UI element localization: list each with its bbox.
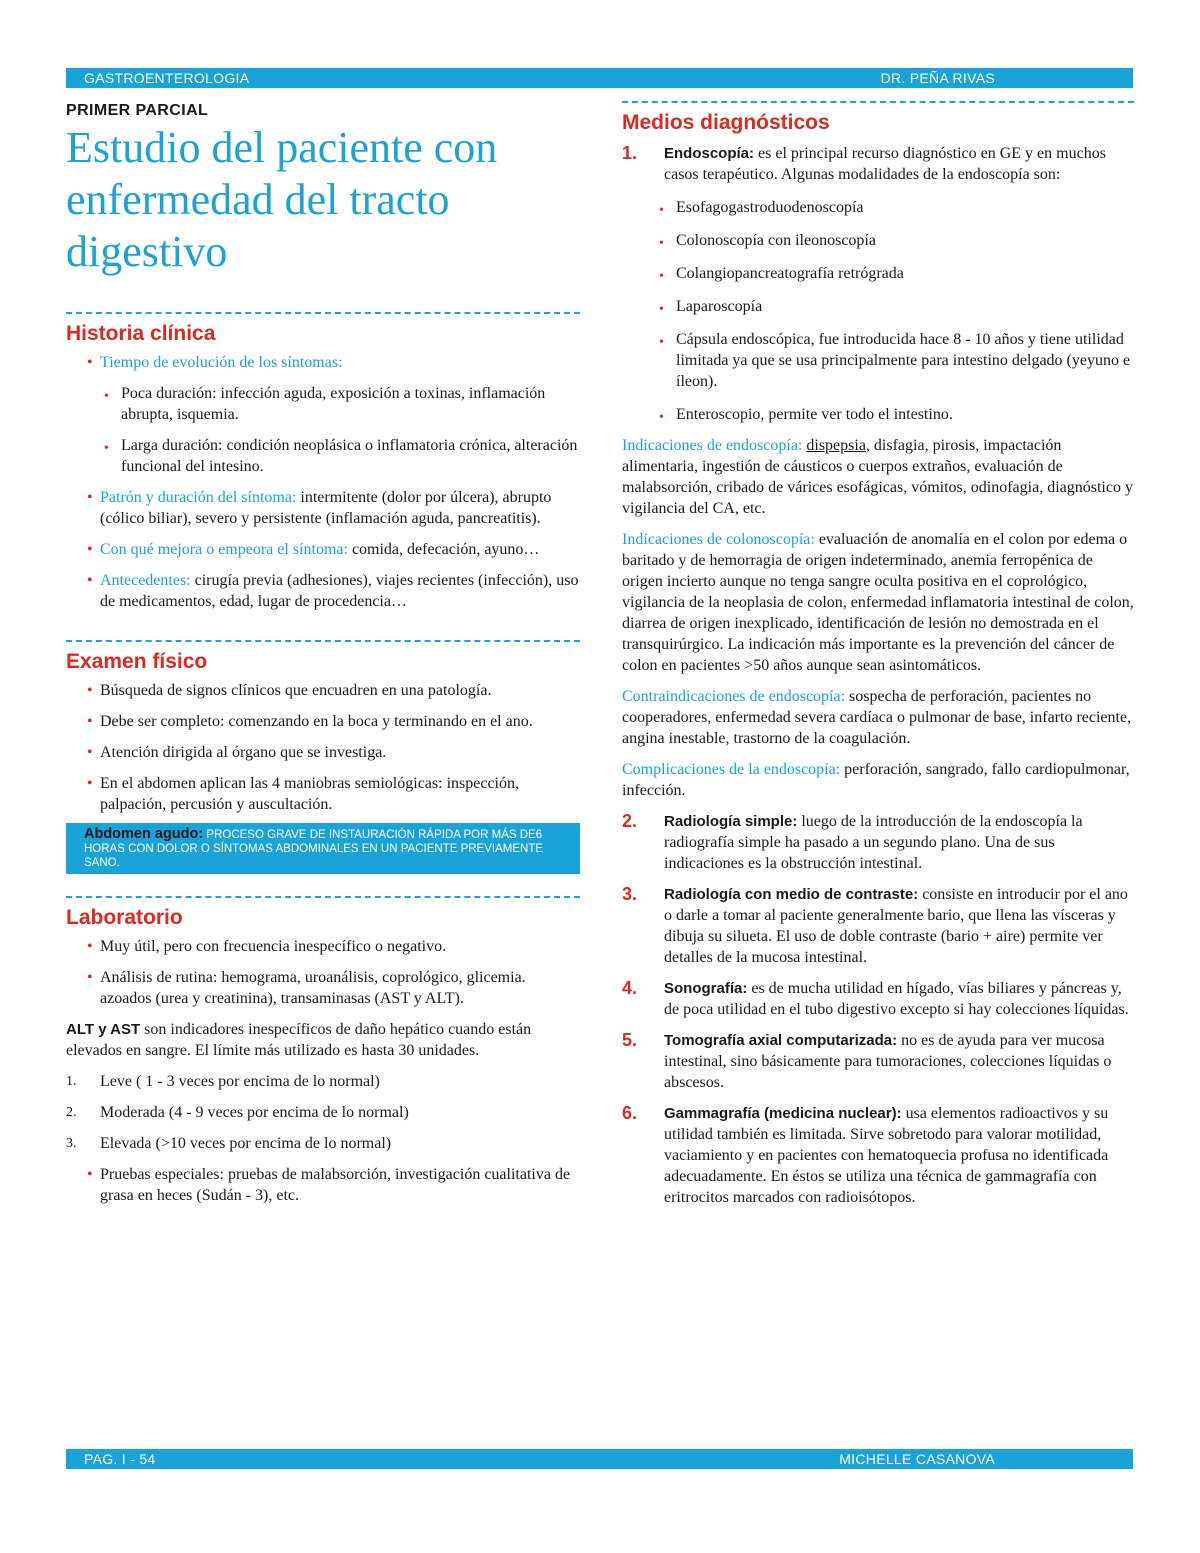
endoscopia-item [622, 143, 1134, 185]
list-item: • Colangiopancreatografía retrógrada [622, 263, 1134, 284]
left-column [66, 96, 580, 1206]
item-text: comida, defecación, ayuno… [347, 541, 540, 558]
list-item [66, 1102, 580, 1123]
list-item [66, 1071, 580, 1092]
indicaciones-endoscopia [622, 435, 1134, 519]
list-item: • Muy útil, pero con frecuencia inespecífico o negativo. [66, 936, 580, 957]
list-item: • Poca duración: infección aguda, exposición a toxinas, inflamación abrupta, isquemia. [66, 383, 580, 425]
item-text: Leve ( 1 - 3 veces por encima de lo normal) [100, 1073, 380, 1090]
para-text: evaluación de anomalía en el colon por edema o baritado y de hemorragia de origen indeterminado, anemia ferropénica de origen incierto aunque no tenga sangre oculta positiva en el coprológico, vigilancia de la neoplasia de colon, enfermedad inflamatoria intestinal de colon, diarrea de origen inexplicado, identificación de lesión no demostrada en el transquirúrgico. La indicación más importante es la prevención del cáncer de colon en pacientes >50 años aunque sean asintomáticos. [622, 531, 1134, 674]
historia-sublist [66, 383, 580, 477]
item-text: Elevada (>10 veces por encima de lo normal) [100, 1135, 392, 1152]
kicker: PRIMER PARCIAL [66, 102, 209, 119]
historia-list [66, 352, 580, 373]
contraindicaciones-endoscopia [622, 686, 1134, 749]
right-column [622, 96, 1134, 1208]
item-label: Tomografía axial computarizada: [664, 1032, 898, 1049]
para-label: Indicaciones de endoscopía: [622, 437, 803, 454]
item-label: Endoscopía: [664, 145, 755, 162]
list-item [66, 570, 580, 612]
list-item: • Debe ser completo: comenzando en la boca y terminando en el ano. [66, 711, 580, 732]
item-number: 3. [66, 1136, 77, 1151]
list-item: • Larga duración: condición neoplásica o inflamatoria crónica, alteración funcional del intesino. [66, 435, 580, 477]
item-label: Gammagrafía (medicina nuclear): [664, 1105, 902, 1122]
section-examen-heading: Examen físico [66, 650, 208, 673]
examen-list [66, 680, 580, 815]
list-item: • Pruebas especiales: pruebas de malabsorción, investigación cualitativa de grasa en heces (Sudán - 3), etc. [66, 1164, 580, 1206]
list-item: • Búsqueda de signos clínicos que encuadren en una patología. [66, 680, 580, 701]
section-medios-heading: Medios diagnósticos [622, 111, 830, 134]
lab-list-2 [66, 1164, 580, 1206]
header-subject: GASTROENTEROLOGIA [84, 70, 250, 86]
levels-list [66, 1071, 580, 1154]
complicaciones-endoscopia [622, 759, 1134, 801]
item-text: no es de ayuda para ver mucosa intestinal, sino básicamente para tumoraciones, colecciones líquidas o abscesos. [664, 1032, 1112, 1091]
alt-ast-paragraph [66, 1019, 580, 1061]
list-item [66, 352, 580, 373]
page-title: Estudio del paciente con enfermedad del tracto digestivo [66, 123, 498, 276]
item-text: luego de la introducción de la endoscopía la radiografía simple ha pasado a un segundo plano. Una de sus indicaciones es la obstrucción intestinal. [664, 813, 1083, 872]
alt-ast-label: ALT y AST [66, 1021, 141, 1038]
page-footer [66, 1449, 1133, 1469]
divider [622, 101, 1134, 103]
method-item [622, 978, 1134, 1020]
list-item [66, 1133, 580, 1154]
footer-author: MICHELLE CASANOVA [839, 1451, 995, 1467]
method-item [622, 1030, 1134, 1093]
para-label: Complicaciones de la endoscopía: [622, 761, 841, 778]
divider [66, 640, 580, 642]
callout-text: PROCESO GRAVE DE INSTAURACIÓN RÁPIDA POR MÁS DE6 HORAS CON DOLOR O SÍNTOMAS ABDOMINALES EN UN PACIENTE PREVIAMENTE SANO. [84, 829, 544, 869]
item-label: Tiempo de evolución de los síntomas: [100, 354, 343, 371]
item-text: Moderada (4 - 9 veces por encima de lo normal) [100, 1104, 409, 1121]
footer-page-number: PAG. I - 54 [84, 1451, 156, 1467]
list-item [66, 539, 580, 560]
item-label: Sonografía: [664, 980, 748, 997]
item-text: intermitente (dolor por úlcera), abrupto (cólico biliar), severo y persistente (inflamación aguda, pancreatitis). [100, 489, 552, 527]
list-item: • Colonoscopía con ileonoscopía [622, 230, 1134, 251]
item-number: 1. [622, 143, 638, 163]
item-text: cirugía previa (adhesiones), viajes recientes (infección), uso de medicamentos, edad, lugar de procedencia… [100, 572, 579, 610]
endoscopia-modalities [622, 197, 1134, 425]
para-text: sospecha de perforación, pacientes no cooperadores, enfermedad severa cardíaca o pulmonar de base, infarto reciente, angina inestable, trastorno de la coagulación. [622, 688, 1132, 747]
section-lab-heading: Laboratorio [66, 906, 183, 929]
divider [66, 896, 580, 898]
item-text: usa elementos radioactivos y su utilidad también es limitada. Sirve sobretodo para valorar motilidad, vaciamiento y en pacientes con hematoquecia profusa no identificada adecuadamente. En éstos se utiliza una técnica de gammagrafía con eritrocitos marcados con radioisótopos. [664, 1105, 1109, 1206]
item-label: Radiología con medio de contraste: [664, 886, 919, 903]
list-item: • Análisis de rutina: hemograma, uroanálisis, coprológico, glicemia. azoados (urea y creatinina), transaminasas (AST y ALT). [66, 967, 580, 1009]
item-number: 6. [622, 1103, 638, 1123]
historia-list-2 [66, 487, 580, 612]
item-label: Antecedentes: [100, 572, 191, 589]
list-item: • Atención dirigida al órgano que se investiga. [66, 742, 580, 763]
item-number: 5. [622, 1030, 638, 1050]
item-number: 2. [66, 1105, 77, 1120]
para-text: , disfagia, pirosis, impactación alimentaria, ingestión de cáusticos o cuerpos extraños, evaluación de malabsorción, cribado de várices esofágicas, vómitos, odinofagia, diagnóstico y vigilancia del CA, etc. [622, 437, 1133, 517]
indicaciones-colonoscopia [622, 529, 1134, 676]
method-item [622, 811, 1134, 874]
header-author: DR. PEÑA RIVAS [880, 70, 995, 86]
list-item: • Laparoscopía [622, 296, 1134, 317]
item-number: 3. [622, 884, 638, 904]
para-label: Indicaciones de colonoscopía: [622, 531, 815, 548]
item-label: Patrón y duración del síntoma: [100, 489, 297, 506]
method-item [622, 884, 1134, 968]
lab-list [66, 936, 580, 1009]
item-text: es de mucha utilidad en hígado, vías biliares y páncreas y, de poca utilidad en el tubo digestivo excepto si hay colecciones líquidas. [664, 980, 1129, 1018]
abdomen-agudo-callout [66, 823, 580, 874]
list-item: • En el abdomen aplican las 4 maniobras semiológicas: inspección, palpación, percusión y auscultación. [66, 773, 580, 815]
item-text: consiste en introducir por el ano o darle a tomar al paciente generalmente bario, que llena las vísceras y dibuja su silueta. El uso de doble contraste (bario + aire) permite ver detalles de la mucosa intestinal. [664, 886, 1128, 966]
page-header [66, 68, 1133, 88]
callout-title: Abdomen agudo: [84, 826, 204, 842]
list-item: • Cápsula endoscópica, fue introducida hace 8 - 10 años y tiene utilidad limitada ya que se usa principalmente para intestino delgado (yeyuno e íleon). [622, 329, 1134, 392]
para-label: Contraindicaciones de endoscopía: [622, 688, 846, 705]
item-label: Radiología simple: [664, 813, 798, 830]
list-item: • Enteroscopio, permite ver todo el intestino. [622, 404, 1134, 425]
numbered-methods [622, 811, 1134, 1208]
alt-ast-text: son indicadores inespecíficos de daño hepático cuando están elevados en sangre. El límite más utilizado es hasta 30 unidades. [66, 1021, 532, 1059]
para-text: perforación, sangrado, fallo cardiopulmonar, infección. [622, 761, 1130, 799]
list-item: • Esofagogastroduodenoscopía [622, 197, 1134, 218]
section-historia-heading: Historia clínica [66, 322, 216, 345]
item-number: 1. [66, 1074, 77, 1089]
item-label: Con qué mejora o empeora el síntoma: [100, 541, 348, 558]
item-number: 4. [622, 978, 638, 998]
item-number: 2. [622, 811, 638, 831]
method-item [622, 1103, 1134, 1208]
divider [66, 312, 580, 314]
item-text: es el principal recurso diagnóstico en GE y en muchos casos terapéutico. Algunas modalidades de la endoscopía son: [664, 145, 1106, 183]
para-underlined: dispepsia [806, 437, 866, 454]
list-item [66, 487, 580, 529]
